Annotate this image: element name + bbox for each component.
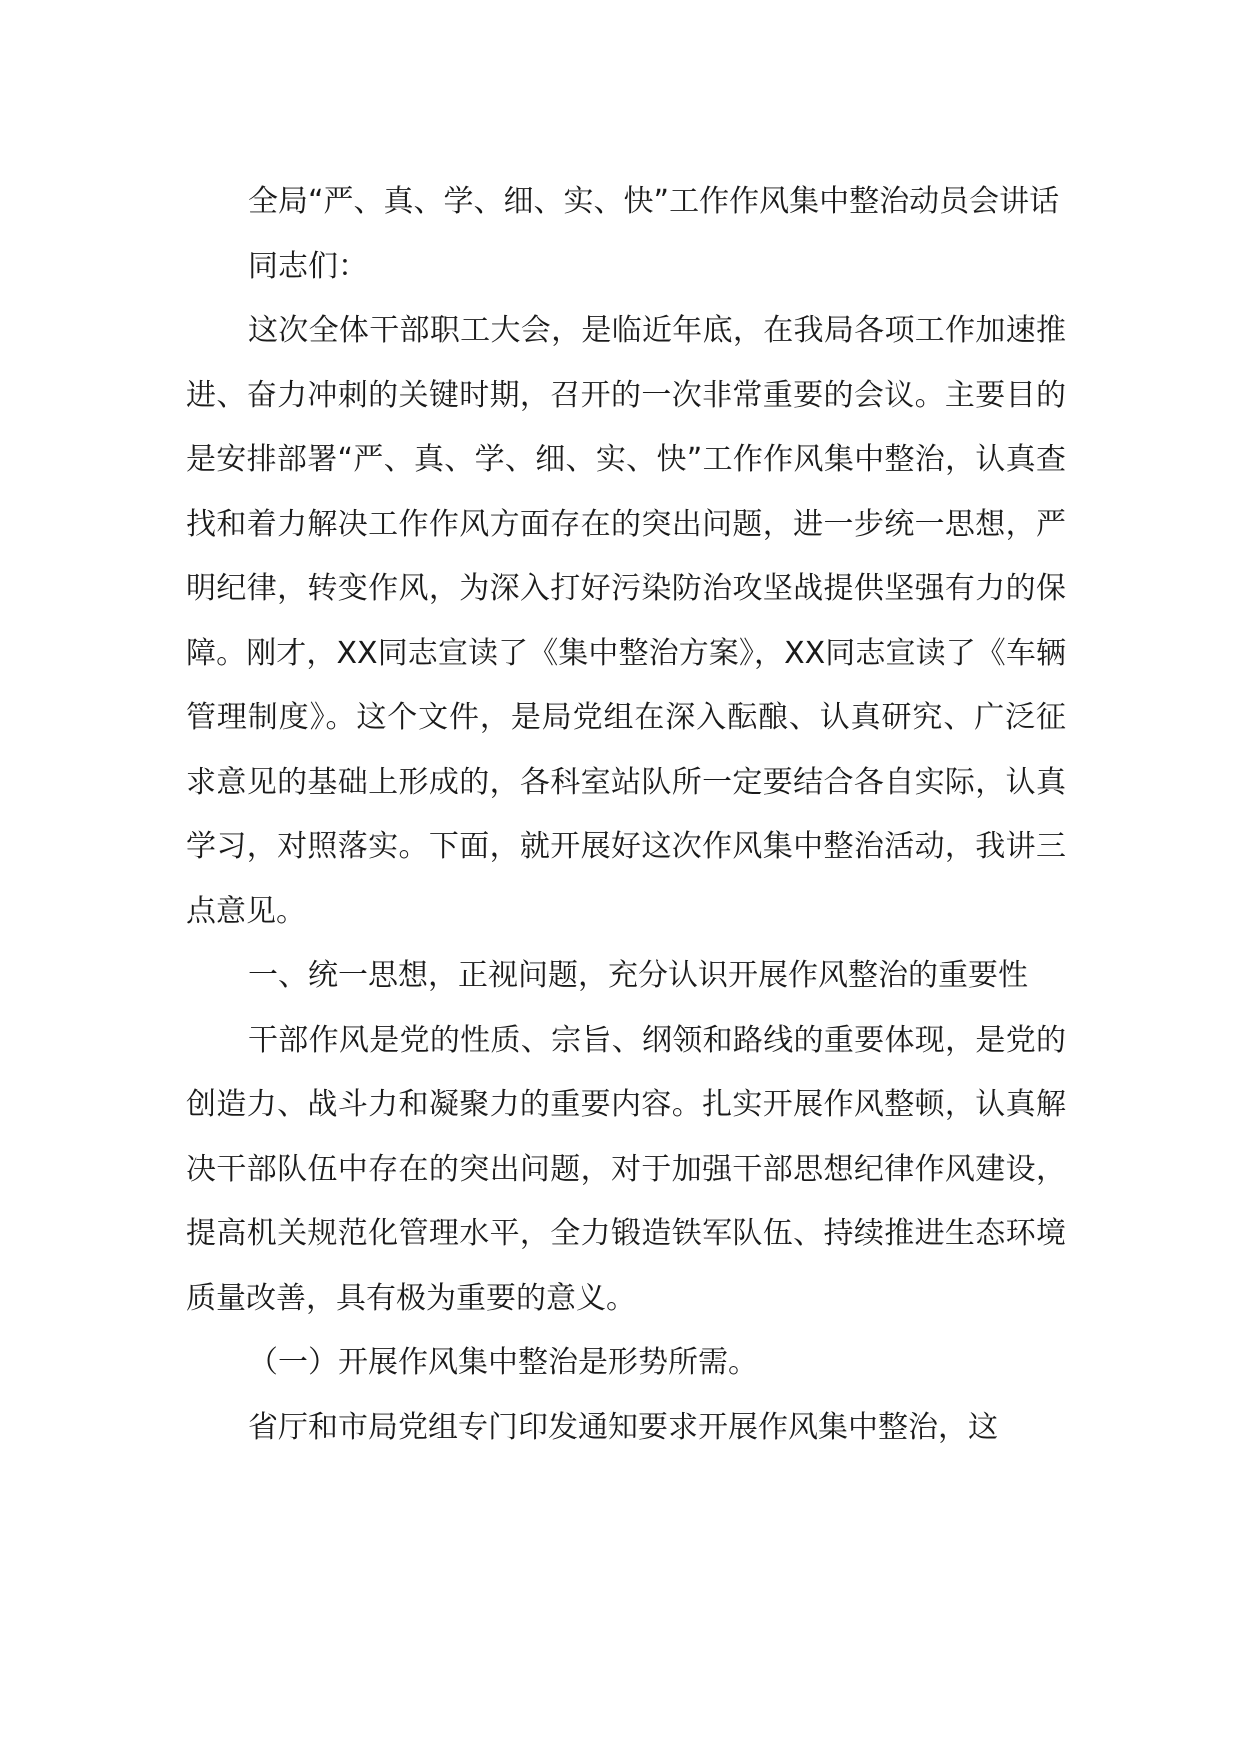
paragraph-intro: 这次全体干部职工大会，是临近年底，在我局各项工作加速推进、奋力冲刺的关键时期，召开的一次非常重要的会议。主要目的是安排部署“严、真、学、细、实、快”工作作风集中整治，认真查找和着力解决工作作风方面存在的突出问题，进一步统一思想，严明纪律，转变作风，为深入打好污染防治攻坚战提供坚强有力的保障。刚才，XX同志宣读了《集中整治方案》，XX同志宣读了《车辆管理制度》。这个文件，是局党组在深入酝酿、认真研究、广泛征求意见的基础上形成的，各科室站队所一定要结合各自实际，认真学习，对照落实。下面，就开展好这次作风集中整治活动，我讲三点意见。 <box>186 313 1066 929</box>
document-body <box>186 170 1066 1460</box>
document-title: 全局“严、真、学、细、实、快”工作作风集中整治动员会讲话 <box>248 184 1060 219</box>
salutation: 同志们： <box>248 248 368 284</box>
subsection-heading-1: （一）开展作风集中整治是形势所需。 <box>248 1345 758 1380</box>
section-heading-1: 一、统一思想，正视问题，充分认识开展作风整治的重要性 <box>248 958 1028 993</box>
paragraph-section-1: 干部作风是党的性质、宗旨、纲领和路线的重要体现，是党的创造力、战斗力和凝聚力的重要内容。扎实开展作风整顿，认真解决干部队伍中存在的突出问题，对于加强干部思想纪律作风建设，提高机关规范化管理水平，全力锻造铁军队伍、持续推进生态环境质量改善，具有极为重要的意义。 <box>186 1022 1066 1316</box>
paragraph-subsection-1: 省厅和市局党组专门印发通知要求开展作风集中整治，这 <box>248 1409 998 1445</box>
